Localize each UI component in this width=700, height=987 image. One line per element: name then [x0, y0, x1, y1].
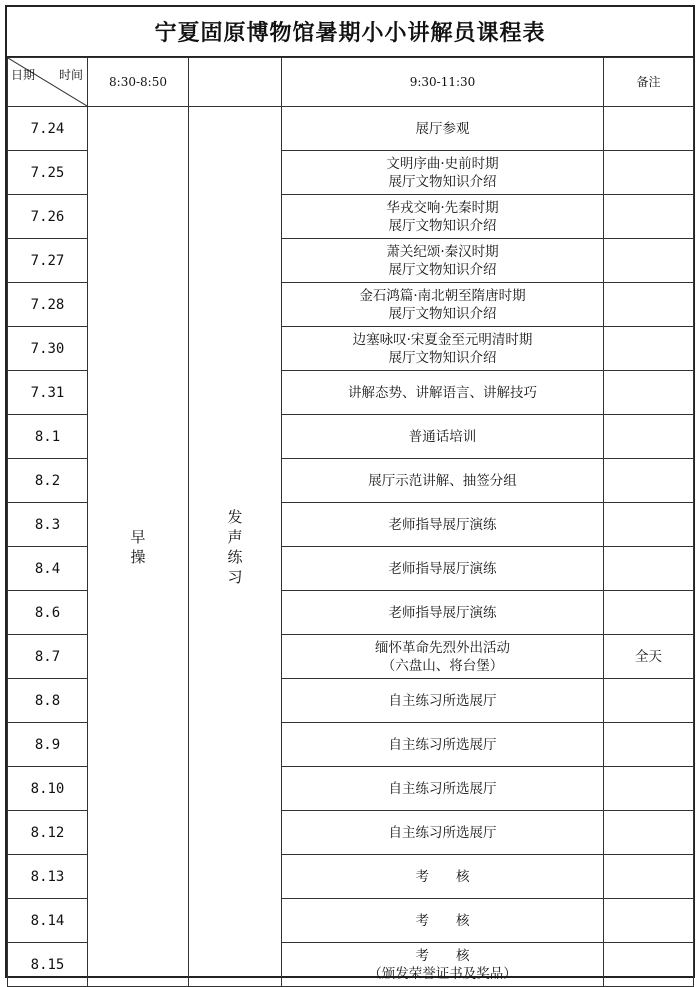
- course-line-1: 自主练习所选展厅: [388, 736, 497, 753]
- remark-cell: [604, 415, 694, 459]
- course-line-1: 考 核: [415, 868, 470, 885]
- course-line-1: 自主练习所选展厅: [388, 692, 497, 709]
- date-cell: 7.27: [8, 239, 88, 283]
- course-line-2: 展厅文物知识介绍: [388, 349, 497, 366]
- course-cell: [282, 327, 604, 371]
- slot3-header: 9:30-11:30: [282, 58, 604, 107]
- vocal-practice-label: 发声练习: [227, 507, 243, 586]
- course-cell: [282, 723, 604, 767]
- course-cell: [282, 811, 604, 855]
- remark-cell: [604, 459, 694, 503]
- slot2-header: [189, 58, 282, 107]
- course-cell: [282, 679, 604, 723]
- date-cell: 7.30: [8, 327, 88, 371]
- course-line-1: 考 核: [415, 912, 470, 929]
- date-cell: 7.25: [8, 151, 88, 195]
- date-cell: 8.8: [8, 679, 88, 723]
- course-cell: [282, 943, 604, 987]
- morning-exercise-label: 早操: [130, 527, 146, 566]
- remark-cell: [604, 811, 694, 855]
- table-row: [8, 107, 694, 151]
- date-cell: 8.14: [8, 899, 88, 943]
- corner-cell: [8, 58, 88, 107]
- remark-cell: [604, 855, 694, 899]
- course-line-1: 边塞咏叹·宋夏金至元明清时期: [352, 331, 533, 348]
- course-line-2: 展厅文物知识介绍: [388, 217, 497, 234]
- course-cell: [282, 371, 604, 415]
- schedule-sheet: [5, 5, 695, 982]
- remark-cell: [604, 151, 694, 195]
- course-line-2: 展厅文物知识介绍: [388, 173, 497, 190]
- schedule-table: [7, 57, 694, 987]
- course-line-1: 自主练习所选展厅: [388, 824, 497, 841]
- course-cell: [282, 855, 604, 899]
- remark-cell: 全天: [604, 635, 694, 679]
- course-cell: [282, 415, 604, 459]
- morning-exercise-cell: [88, 107, 189, 987]
- date-cell: 7.26: [8, 195, 88, 239]
- course-line-2: 展厅文物知识介绍: [388, 305, 497, 322]
- course-line-1: 老师指导展厅演练: [388, 516, 497, 533]
- course-cell: [282, 591, 604, 635]
- remark-cell: [604, 591, 694, 635]
- course-line-1: 金石鸿篇·南北朝至隋唐时期: [359, 287, 526, 304]
- course-cell: [282, 151, 604, 195]
- remark-header: 备注: [604, 58, 694, 107]
- date-cell: 8.1: [8, 415, 88, 459]
- date-cell: 8.6: [8, 591, 88, 635]
- remark-cell: [604, 283, 694, 327]
- page-title: 宁夏固原博物馆暑期小小讲解员课程表: [7, 7, 693, 57]
- date-cell: 8.7: [8, 635, 88, 679]
- date-cell: 7.31: [8, 371, 88, 415]
- vocal-practice-cell: [189, 107, 282, 987]
- date-cell: 8.3: [8, 503, 88, 547]
- course-line-1: 考 核: [415, 947, 470, 964]
- course-cell: [282, 635, 604, 679]
- course-line-2: （六盘山、将台堡）: [381, 657, 504, 674]
- course-line-2: 展厅文物知识介绍: [388, 261, 497, 278]
- date-header-label: 日期: [11, 68, 36, 82]
- course-line-1: 缅怀革命先烈外出活动: [375, 639, 510, 656]
- remark-cell: [604, 371, 694, 415]
- remark-cell: [604, 239, 694, 283]
- course-line-1: 萧关纪颂·秦汉时期: [386, 243, 499, 260]
- course-cell: [282, 503, 604, 547]
- remark-cell: [604, 899, 694, 943]
- remark-cell: [604, 195, 694, 239]
- remark-cell: [604, 503, 694, 547]
- course-line-1: 文明序曲·史前时期: [386, 155, 499, 172]
- date-cell: 7.24: [8, 107, 88, 151]
- date-cell: 8.10: [8, 767, 88, 811]
- course-cell: [282, 459, 604, 503]
- remark-cell: [604, 723, 694, 767]
- date-cell: 8.12: [8, 811, 88, 855]
- remark-cell: [604, 767, 694, 811]
- course-line-1: 老师指导展厅演练: [388, 560, 497, 577]
- course-cell: [282, 547, 604, 591]
- date-cell: 8.13: [8, 855, 88, 899]
- date-cell: 8.9: [8, 723, 88, 767]
- course-line-1: 展厅示范讲解、抽签分组: [368, 472, 517, 489]
- date-cell: 8.15: [8, 943, 88, 987]
- remark-cell: [604, 679, 694, 723]
- course-cell: [282, 283, 604, 327]
- time-header-label: 时间: [58, 68, 83, 82]
- course-line-1: 普通话培训: [408, 428, 477, 445]
- course-line-2: （颁发荣誉证书及奖品）: [368, 965, 517, 982]
- remark-cell: [604, 547, 694, 591]
- course-line-1: 华戎交响·先秦时期: [386, 199, 499, 216]
- remark-cell: [604, 107, 694, 151]
- course-line-1: 自主练习所选展厅: [388, 780, 497, 797]
- course-cell: [282, 767, 604, 811]
- course-cell: [282, 899, 604, 943]
- date-cell: 8.2: [8, 459, 88, 503]
- course-line-1: 讲解态势、讲解语言、讲解技巧: [348, 384, 537, 401]
- slot1-header: 8:30-8:50: [88, 58, 189, 107]
- course-line-1: 老师指导展厅演练: [388, 604, 497, 621]
- header-row: [8, 58, 694, 107]
- date-cell: 7.28: [8, 283, 88, 327]
- course-cell: [282, 107, 604, 151]
- course-cell: [282, 195, 604, 239]
- date-cell: 8.4: [8, 547, 88, 591]
- course-line-1: 展厅参观: [415, 120, 470, 137]
- course-cell: [282, 239, 604, 283]
- remark-cell: [604, 327, 694, 371]
- remark-cell: [604, 943, 694, 987]
